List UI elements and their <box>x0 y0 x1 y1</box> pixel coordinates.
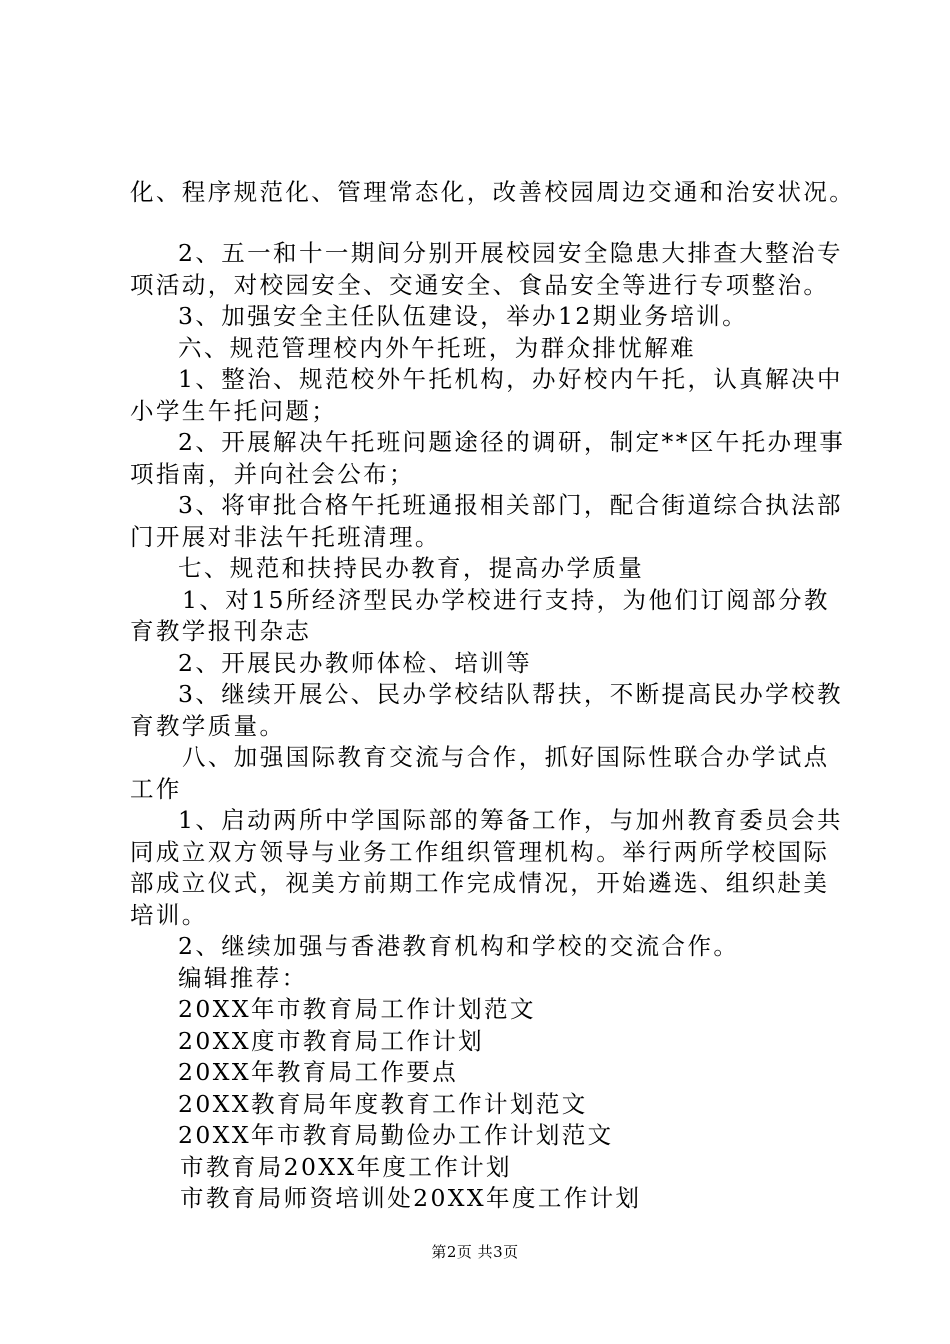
text-line: 项指南，并向社会公布； <box>130 460 415 488</box>
editor-recommend-label: 编辑推荐： <box>178 964 308 992</box>
text-line: 同成立双方领导与业务工作组织管理机构。举行两所学校国际 <box>130 838 830 866</box>
text-line: 2、五一和十一期间分别开展校园安全隐患大排查大整治专 <box>178 239 843 267</box>
text-line: 1、整治、规范校外午托机构，办好校内午托，认真解决中 <box>178 365 843 393</box>
text-line: 化、程序规范化、管理常态化，改善校园周边交通和治安状况。 <box>130 178 856 206</box>
recommended-link: 20XX年市教育局勤俭办工作计划范文 <box>178 1121 614 1149</box>
section-heading: 七、规范和扶持民办教育，提高办学质量 <box>178 554 645 582</box>
text-line: 1、启动两所中学国际部的筹备工作，与加州教育委员会共 <box>178 806 843 834</box>
text-line: 2、开展解决午托班问题途径的调研，制定**区午托办理事 <box>178 428 846 456</box>
text-line: 3、将审批合格午托班通报相关部门，配合街道综合执法部 <box>178 491 843 519</box>
text-line: 1、对15所经济型民办学校进行支持，为他们订阅部分教 <box>182 586 830 614</box>
text-line: 3、继续开展公、民办学校结队帮扶，不断提高民办学校教 <box>178 680 843 708</box>
text-line: 2、开展民办教师体检、培训等 <box>178 649 533 677</box>
recommended-link: 20XX年教育局工作要点 <box>178 1058 459 1086</box>
section-heading: 六、规范管理校内外午托班，为群众排忧解难 <box>178 334 696 362</box>
text-line: 小学生午托问题； <box>130 397 338 425</box>
text-line: 门开展对非法午托班清理。 <box>130 523 441 551</box>
text-line: 部成立仪式，视美方前期工作完成情况，开始遴选、组织赴美 <box>130 869 830 897</box>
text-line: 项活动，对校园安全、交通安全、食品安全等进行专项整治。 <box>130 271 830 299</box>
text-line: 培训。 <box>130 901 208 929</box>
text-line: 3、加强安全主任队伍建设，举办12期业务培训。 <box>178 302 749 330</box>
recommended-link: 市教育局师资培训处20XX年度工作计划 <box>180 1184 642 1212</box>
text-line: 育教学报刊杂志 <box>130 617 312 645</box>
recommended-link: 20XX度市教育局工作计划 <box>178 1027 485 1055</box>
recommended-link: 20XX教育局年度教育工作计划范文 <box>178 1090 588 1118</box>
page-footer: 第2页 共3页 <box>431 1243 519 1261</box>
text-line: 育教学质量。 <box>130 712 286 740</box>
text-line: 工作 <box>130 775 182 803</box>
section-heading: 八、加强国际教育交流与合作，抓好国际性联合办学试点 <box>182 743 830 771</box>
recommended-link: 市教育局20XX年度工作计划 <box>180 1153 512 1181</box>
recommended-link: 20XX年市教育局工作计划范文 <box>178 995 536 1023</box>
text-line: 2、继续加强与香港教育机构和学校的交流合作。 <box>178 932 740 960</box>
